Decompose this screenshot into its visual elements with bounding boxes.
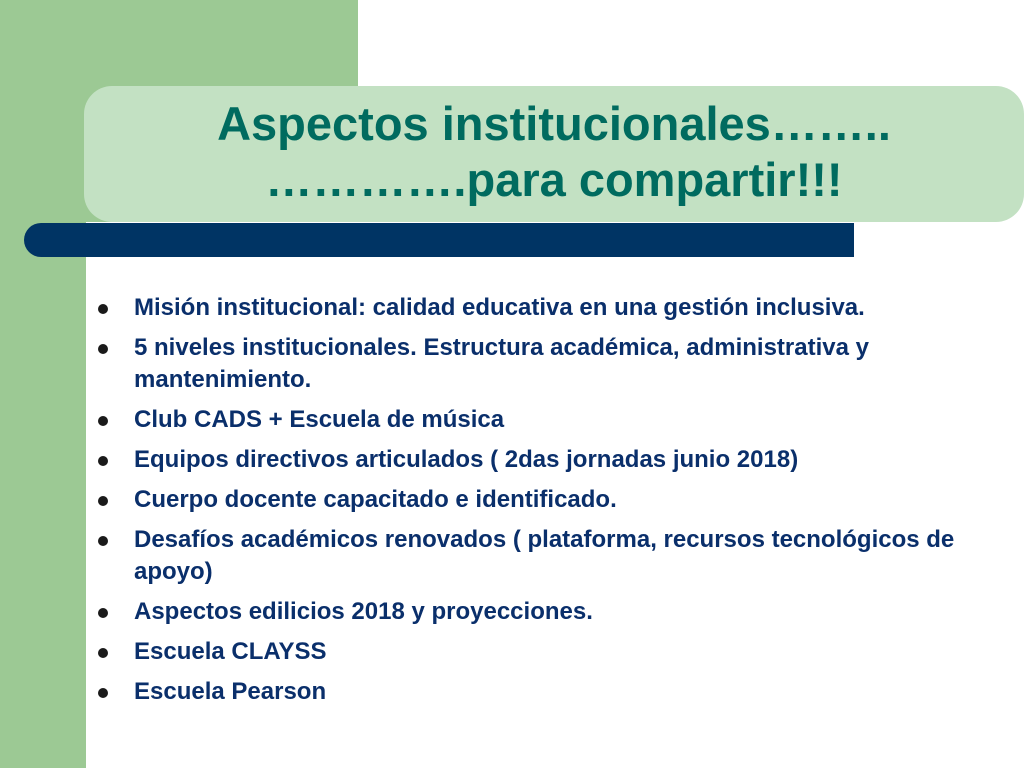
bullet-dot-icon (98, 456, 108, 466)
bullet-item (96, 484, 1016, 516)
bullet-item (96, 444, 1016, 476)
bullet-item (96, 292, 1016, 324)
bullet-item (96, 404, 1016, 436)
bullet-text: Desafíos académicos renovados ( plataforma, recursos tecnológicos de apoyo) (134, 526, 955, 585)
title-line-2: ………….para compartir!!! (265, 153, 843, 206)
bullet-text: Escuela CLAYSS (134, 638, 327, 665)
bullet-item (96, 332, 1016, 396)
bullet-dot-icon (98, 344, 108, 354)
bullet-item (96, 524, 1016, 588)
bullet-dot-icon (98, 648, 108, 658)
bullet-dot-icon (98, 416, 108, 426)
bullet-text: Club CADS + Escuela de música (134, 406, 505, 433)
bullet-text: Cuerpo docente capacitado e identificado. (134, 486, 617, 513)
bullet-dot-icon (98, 536, 108, 546)
bullet-list (96, 292, 1016, 716)
bullet-text: Equipos directivos articulados ( 2das jornadas junio 2018) (134, 446, 799, 473)
bullet-dot-icon (98, 304, 108, 314)
bullet-dot-icon (98, 496, 108, 506)
bullet-dot-icon (98, 608, 108, 618)
bullet-text: Misión institucional: calidad educativa en una gestión inclusiva. (134, 294, 865, 321)
bullet-text: Escuela Pearson (134, 678, 327, 705)
title-line-1: Aspectos institucionales…….. (217, 97, 891, 150)
bullet-item (96, 596, 1016, 628)
slide-title (84, 96, 1024, 208)
bullet-item (96, 676, 1016, 708)
bullet-text: Aspectos edilicios 2018 y proyecciones. (134, 598, 593, 625)
bullet-dot-icon (98, 688, 108, 698)
bullet-text: 5 niveles institucionales. Estructura académica, administrativa y mantenimiento. (134, 334, 869, 393)
bullet-item (96, 636, 1016, 668)
navy-divider-bar (24, 223, 854, 257)
